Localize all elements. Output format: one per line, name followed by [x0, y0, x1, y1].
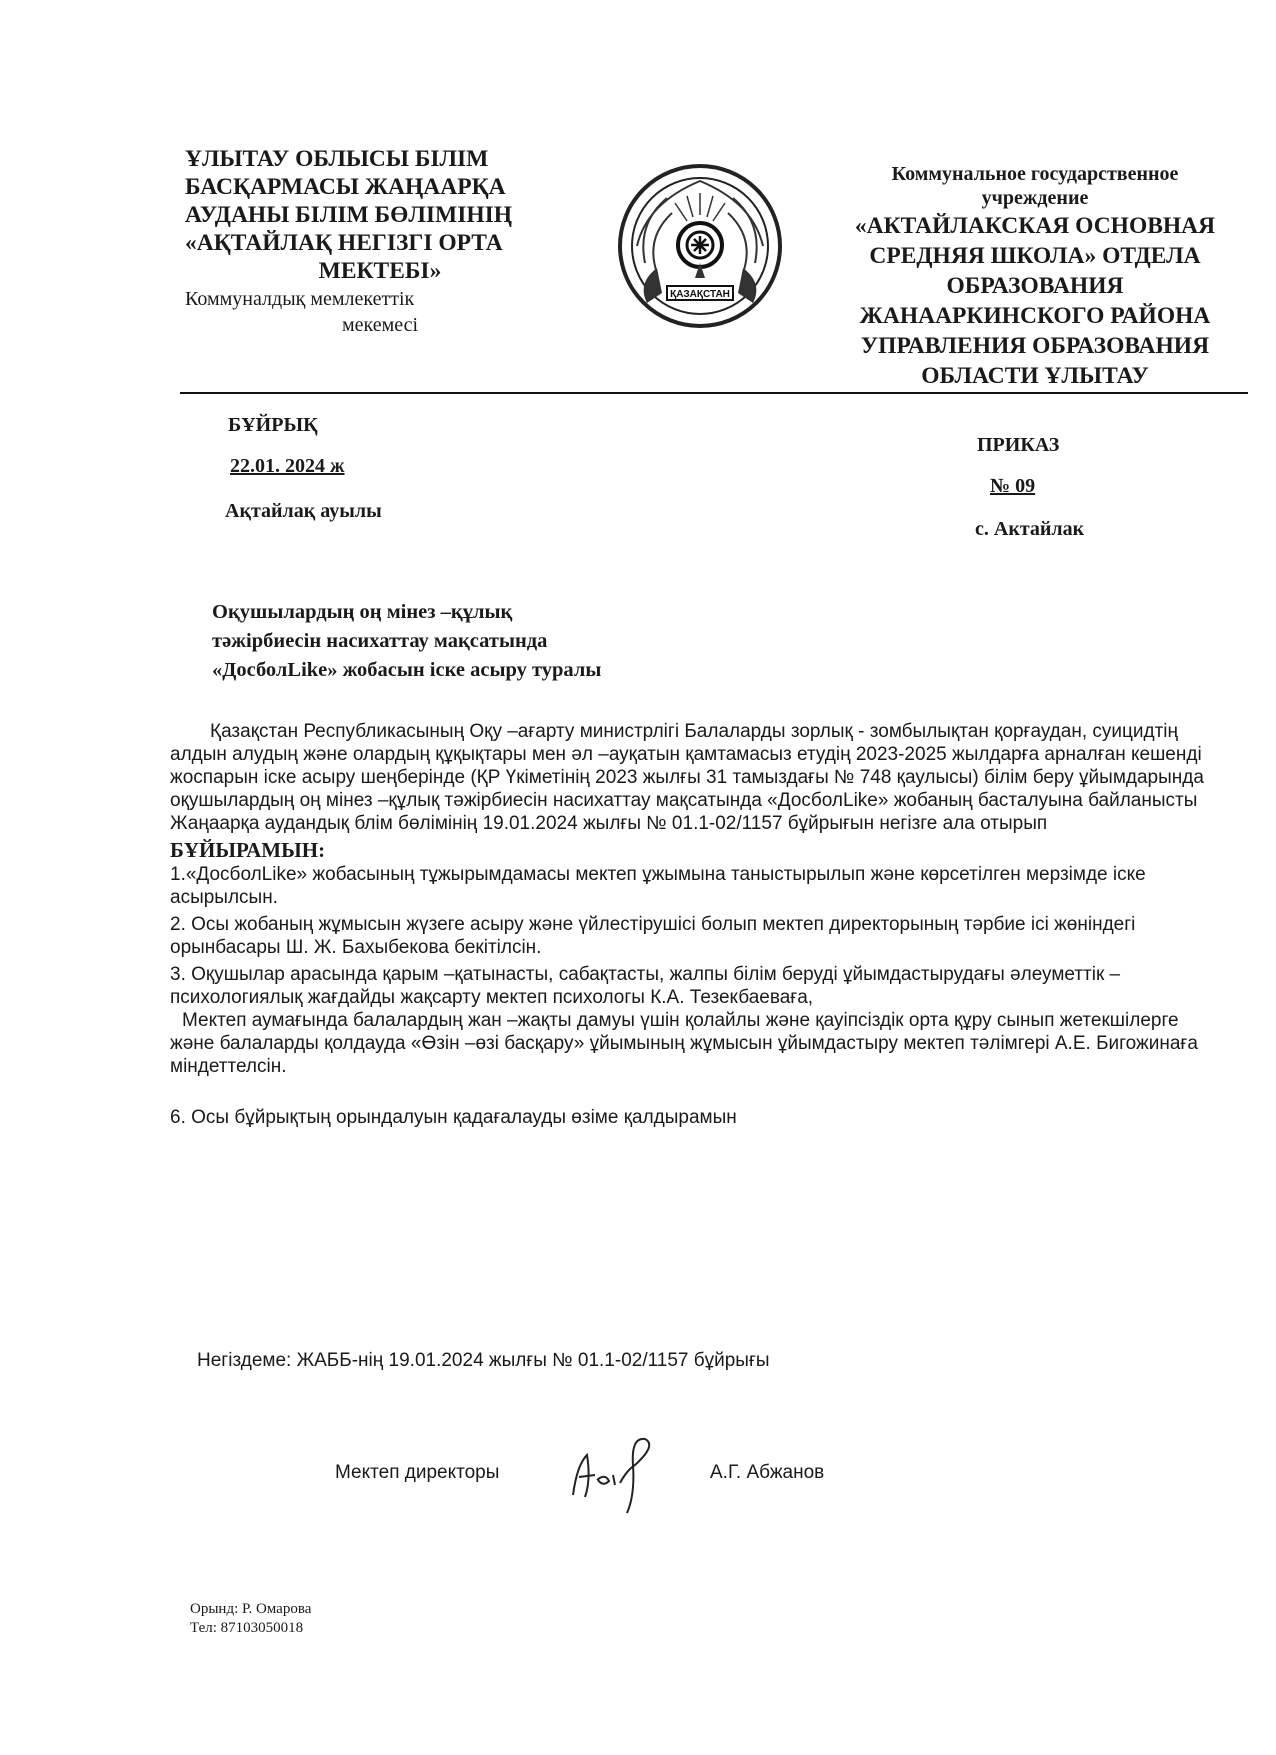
executor-phone: Тел: 87103050018 — [190, 1620, 304, 1636]
executor-name: Орынд: Р. Омарова — [190, 1601, 312, 1617]
order-subject — [212, 598, 862, 685]
order-item-3: 3. Оқушылар арасында қарым –қатынасты, сабақтасты, жалпы білім беруді ұйымдастырудағы әлеуметтік –психологиялық жағдайды жақсарту мектеп психологы К.А. Тезекбаеваға, — [170, 964, 1121, 1008]
org-name-line: «АҚТАЙЛАҚ НЕГІЗГІ ОРТА — [185, 230, 503, 256]
org-name-line: ҰЛЫТАУ ОБЛЫСЫ БІЛІМ — [185, 146, 489, 172]
subject-line: тәжірбиесін насихаттау мақсатында — [212, 630, 548, 652]
order-item-1: 1.«ДосболLike» жобасының тұжырымдамасы мектеп ұжымына таныстырылып және көрсетілген мерзімде іске асырылсын. — [170, 864, 1146, 908]
org-name-line: АУДАНЫ БІЛІМ БӨЛІМІНІҢ — [185, 202, 513, 228]
org-type-line: Коммунальное государственное — [891, 163, 1179, 185]
handwritten-signature — [565, 1425, 675, 1515]
emblem-text: ҚАЗАҚСТАН — [670, 289, 730, 300]
org-name-line: ОБРАЗОВАНИЯ — [946, 273, 1124, 299]
order-title-ru: ПРИКАЗ — [977, 434, 1060, 456]
order-verb: БҰЙЫРАМЫН: — [170, 838, 326, 862]
org-name-line: «АКТАЙЛАКСКАЯ ОСНОВНАЯ — [854, 213, 1216, 239]
order-place-kz: Ақтайлақ ауылы — [225, 500, 382, 522]
org-type-line: учреждение — [981, 187, 1089, 209]
header-divider — [180, 392, 1248, 394]
order-date: 22.01. 2024 ж — [230, 455, 345, 477]
org-type-line: Коммуналдық мемлекеттік — [185, 288, 415, 310]
order-number: № 09 — [990, 475, 1036, 497]
order-item-6: 6. Осы бұйрықтың орындалуын қадағалауды өзіме қалдырамын — [170, 1107, 737, 1128]
state-emblem-icon — [617, 163, 783, 329]
signatory-role: Мектеп директоры — [335, 1462, 500, 1483]
org-name-line: МЕКТЕБІ» — [318, 258, 442, 284]
org-name-line: УПРАВЛЕНИЯ ОБРАЗОВАНИЯ — [860, 333, 1210, 359]
order-item-2: 2. Осы жобаның жұмысын жүзеге асыру және үйлестірушісі болып мектеп директорының тәрбие ісі жөніндегі орынбасары Ш. Ж. Бахыбекова бекітілсін. — [170, 914, 1136, 958]
subject-line: Оқушылардың оң мінез –құлық — [212, 601, 513, 623]
org-name-line: ЖАНААРКИНСКОГО РАЙОНА — [859, 303, 1211, 329]
preamble-paragraph: Қазақстан Республикасының Оқу –ағарту министрлігі Балаларды зорлық - зомбылықтан қорғаудан, суицидтің алдын алудың және олардың құқықтары мен әл –ауқатын қамтамасыз етудің 2023-2025 жылдарға арналған кешенді жоспарын іске асыру шеңберінде (ҚР Үкіметінің 2023 жылғы 31 тамыздағы № 748 қаулысы) білім беру ұйымдарында оқушылардың оң мінез –құлық тәжірбиесін насихаттау мақсатында «ДосболLike» жобаның басталуына байланысты Жаңаарқа аудандық блім бөлімінің 19.01.2024 жылғы № 01.1-02/1157 бұйрығын негізге ала отырып — [170, 721, 1204, 834]
org-name-line: ОБЛАСТИ ҰЛЫТАУ — [921, 363, 1149, 389]
order-title-kz: БҰЙРЫҚ — [228, 414, 318, 436]
order-body — [170, 720, 1212, 1129]
org-type-line: мекемесі — [341, 314, 419, 336]
executor-info — [190, 1600, 311, 1638]
signatory-name: А.Г. Абжанов — [710, 1462, 825, 1483]
header-left-kz — [185, 145, 575, 337]
order-place-ru: с. Актайлак — [975, 518, 1085, 540]
order-item-3-continued: Мектеп аумағында балалардың жан –жақты дамуы үшін қолайлы және қауіпсіздік орта құру сынып жетекшілерге және балаларды қолдауда «Өзін –өзі басқару» ұйымының жұмысын ұйымдастыру мектеп тәлімгері А.Е. Бигожинаға міндеттелсін. — [170, 1010, 1198, 1077]
order-basis: Негіздеме: ЖАББ-нің 19.01.2024 жылғы № 01.1-02/1157 бұйрығы — [197, 1350, 770, 1371]
org-name-line: БАСҚАРМАСЫ ЖАҢААРҚА — [185, 174, 506, 200]
org-name-line: СРЕДНЯЯ ШКОЛА» ОТДЕЛА — [869, 243, 1201, 269]
header-right-ru — [835, 162, 1235, 390]
subject-line: «ДосболLike» жобасын іске асыру туралы — [212, 659, 602, 681]
